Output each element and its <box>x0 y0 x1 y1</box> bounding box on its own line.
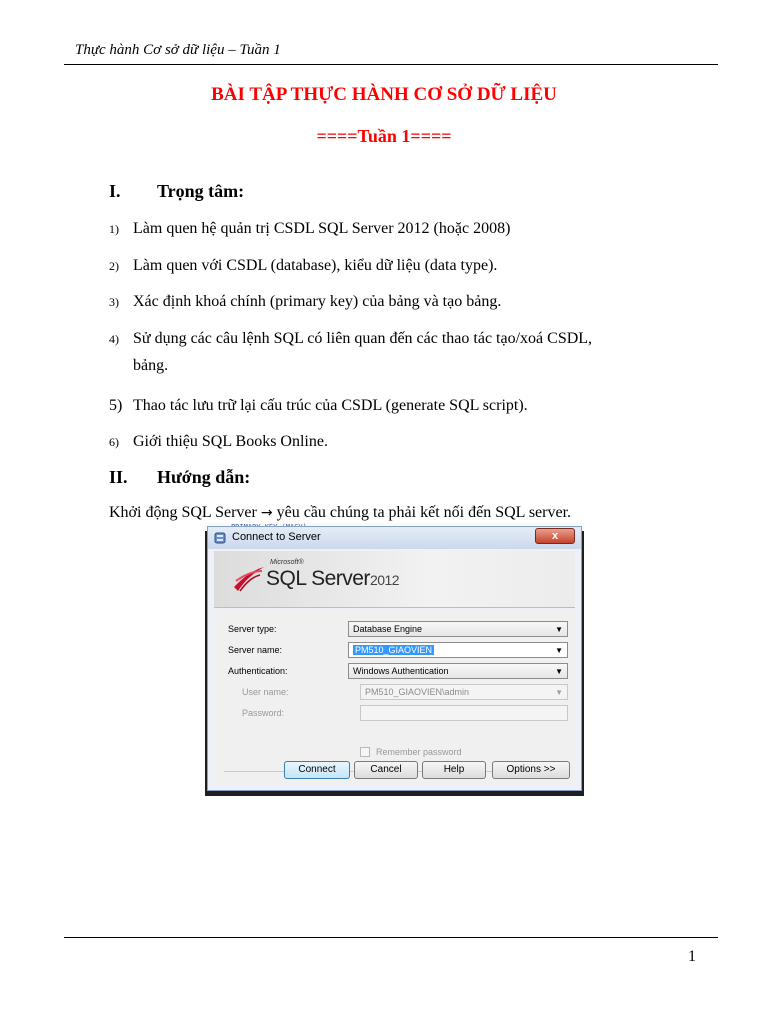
list-item-continuation: bảng. <box>133 357 169 374</box>
arrow-icon: → <box>260 505 273 521</box>
document-title: BÀI TẬP THỰC HÀNH CƠ SỞ DỮ LIỆU <box>211 84 557 105</box>
server-type-label: Server type: <box>228 624 277 634</box>
list-text: Sử dụng các câu lệnh SQL có liên quan đến các thao tác tạo/xoá CSDL, <box>133 330 593 347</box>
connect-dialog-screenshot <box>205 523 584 796</box>
username-select[interactable]: PM510_GIAOVIEN\admin ▼ <box>360 684 568 700</box>
server-type-select[interactable]: Database Engine ▼ <box>348 621 568 637</box>
sql-server-logo-icon <box>232 563 266 593</box>
server-name-label: Server name: <box>228 645 283 655</box>
authentication-label: Authentication: <box>228 666 288 676</box>
list-number: 4) <box>109 332 119 346</box>
header-rule <box>64 64 718 65</box>
paragraph-text: Khởi động SQL Server <box>109 504 257 521</box>
brand-year: 2012 <box>369 572 400 588</box>
footer-rule <box>64 937 718 938</box>
section-heading-1 <box>109 181 244 202</box>
product-banner <box>214 551 575 608</box>
brand-name: SQL Server2012 <box>266 567 400 590</box>
close-button[interactable]: x <box>535 528 575 544</box>
password-input[interactable] <box>360 705 568 721</box>
section-number: II. <box>109 467 128 487</box>
list-number: 3) <box>109 295 119 309</box>
server-name-combo[interactable]: PM510_GIAOVIEN ▼ <box>348 642 568 658</box>
section-title: Trọng tâm: <box>157 181 245 201</box>
list-number: 6) <box>109 435 119 449</box>
brand-microsoft: Microsoft® <box>270 559 304 566</box>
list-text: Giới thiệu SQL Books Online. <box>133 433 328 450</box>
chevron-down-icon: ▼ <box>555 688 563 697</box>
dialog-titlebar <box>208 527 581 549</box>
dialog-body <box>214 609 575 784</box>
list-text: Làm quen hệ quản trị CSDL SQL Server 2012 (hoặc 2008) <box>133 220 511 237</box>
list-number: 5) <box>109 397 123 414</box>
connect-to-server-dialog <box>207 526 582 791</box>
connect-button[interactable]: Connect <box>284 761 350 779</box>
list-item <box>109 218 510 240</box>
list-number: 2) <box>109 259 119 273</box>
list-item <box>109 431 328 453</box>
cancel-button[interactable]: Cancel <box>354 761 418 779</box>
chevron-down-icon: ▼ <box>555 625 563 634</box>
list-item <box>109 328 592 350</box>
paragraph-text: yêu cầu chúng ta phải kết nối đến SQL server. <box>276 504 572 521</box>
username-label: User name: <box>242 687 289 697</box>
help-button[interactable]: Help <box>422 761 486 779</box>
section-number: I. <box>109 181 121 201</box>
list-number: 1) <box>109 222 119 236</box>
options-button[interactable]: Options >> <box>492 761 570 779</box>
list-text: Thao tác lưu trữ lại cấu trúc của CSDL (generate SQL script). <box>133 397 528 414</box>
authentication-select[interactable]: Windows Authentication ▼ <box>348 663 568 679</box>
remember-password-checkbox[interactable] <box>360 747 370 757</box>
page-number: 1 <box>688 948 696 965</box>
document-subtitle: ====Tuần 1==== <box>316 126 452 146</box>
list-item <box>109 255 497 277</box>
remember-password-label: Remember password <box>376 747 462 757</box>
dialog-title: Connect to Server <box>232 531 321 543</box>
list-item <box>109 395 528 417</box>
chevron-down-icon: ▼ <box>555 667 563 676</box>
instruction-paragraph <box>109 504 571 522</box>
section-heading-2 <box>109 467 250 488</box>
list-item <box>109 291 501 313</box>
password-label: Password: <box>242 708 285 718</box>
list-text: Làm quen với CSDL (database), kiểu dữ liệu (data type). <box>133 257 498 274</box>
list-text: Xác định khoá chính (primary key) của bảng và tạo bảng. <box>133 293 502 310</box>
running-header: Thực hành Cơ sở dữ liệu – Tuần 1 <box>75 42 281 58</box>
chevron-down-icon: ▼ <box>555 646 563 655</box>
section-title: Hướng dẫn: <box>157 467 251 487</box>
server-icon <box>214 532 226 544</box>
